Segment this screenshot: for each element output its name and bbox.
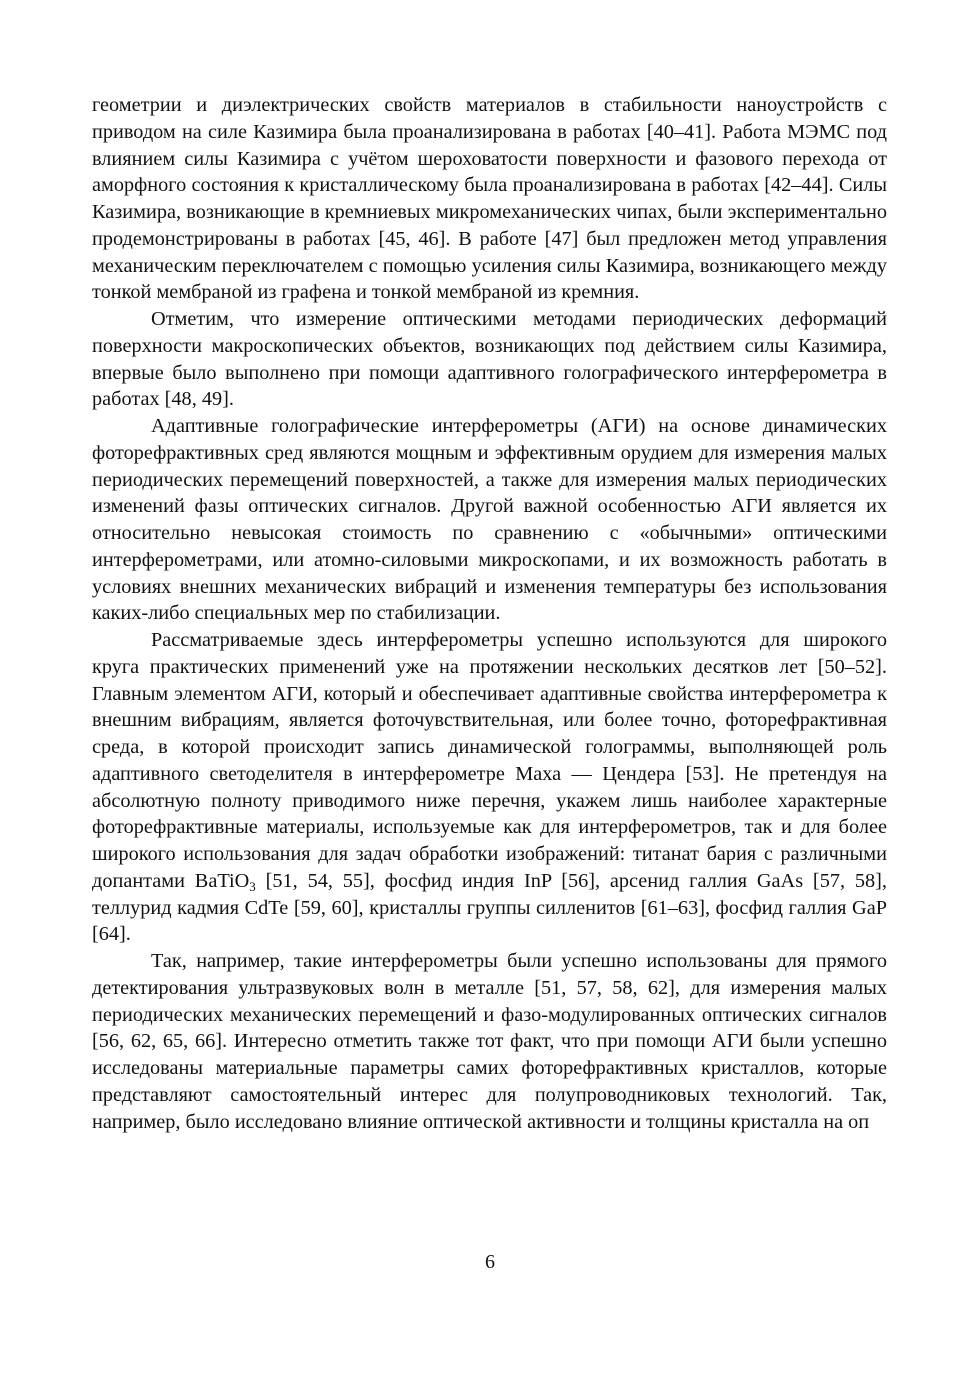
page-number: 6 bbox=[485, 1251, 495, 1273]
paragraph-4-text-after-formula: [51, 54, 55], фосфид индия InP [56], арсенид галлия GaAs [57, 58], теллурид кадмия CdTe [59, 60], кристаллы группы силленитов [61–63], фосфид галлия GaP [64]. bbox=[92, 869, 887, 946]
paragraph-2: Отметим, что измерение оптическими методами периодических деформаций поверхности макроскопических объектов, возникающих под действием силы Казимира, впервые было выполнено при помощи адаптивного голографического интерферометра в работах [48, 49]. bbox=[92, 308, 887, 411]
paragraph-4 bbox=[92, 627, 887, 948]
paragraph-1: геометрии и диэлектрических свойств материалов в стабильности наноустройств с приводом на силе Казимира была проанализирована в работах [40–41]. Работа МЭМС под влиянием силы Казимира с учётом шероховатости поверхности и фазового перехода от аморфного состояния к кристаллическому была проанализирована в работах [42–44]. Силы Казимира, возникающие в кремниевых микромеханических чипах, были экспериментально продемонстрированы в работах [45, 46]. В работе [47] был предложен метод управления механическим переключателем с помощью усиления силы Казимира, возникающего между тонкой мембраной из графена и тонкой мембраной из кремния. bbox=[92, 94, 887, 304]
page-body bbox=[92, 92, 887, 1135]
paragraph-3: Адаптивные голографические интерферометры (АГИ) на основе динамических фоторефрактивных сред являются мощным и эффективным орудием для измерения малых периодических перемещений поверхностей, а также для измерения малых периодических изменений фазы оптических сигналов. Другой важной особенностью АГИ является их относительно невысокая стоимость по сравнению с «обычными» оптическими интерферометрами, или атомно-силовыми микроскопами, и их возможность работать в условиях внешних механических вибраций и изменения температуры без использования каких-либо специальных мер по стабилизации. bbox=[92, 415, 887, 625]
formula-subscript: 3 bbox=[249, 878, 256, 894]
paragraph-5: Так, например, такие интерферометры были успешно использованы для прямого детектирования ультразвуковых волн в металле [51, 57, 58, 62], для измерения малых периодических механических перемещений и фазо-модулированных оптических сигналов [56, 62, 65, 66]. Интересно отметить также тот факт, что при помощи АГИ были успешно исследованы материальные параметры самих фоторефрактивных кристаллов, которые представляют самостоятельный интерес для полупроводниковых технологий. Так, например, было исследовано влияние оптической активности и толщины кристалла на оп bbox=[92, 950, 887, 1133]
paragraph-4-text-before-formula: Рассматриваемые здесь интерферометры успешно используются для широкого круга практических применений уже на протяжении нескольких десятков лет [50–52]. Главным элементом АГИ, который и обеспечивает адаптивные свойства интерферометра к внешним вибрациям, является фоточувствительная, или более точно, фоторефрактивная среда, в которой происходит запись динамической голограммы, выполняющей роль адаптивного светоделителя в интерферометре Маха — Цендера [53]. Не претендуя на абсолютную полноту приводимого ниже перечня, укажем лишь наиболее характерные фоторефрактивные материалы, используемые как для интерферометров, так и для более широкого использования для задач обработки изображений: титанат бария с различными допантами BaTiO bbox=[92, 629, 887, 892]
